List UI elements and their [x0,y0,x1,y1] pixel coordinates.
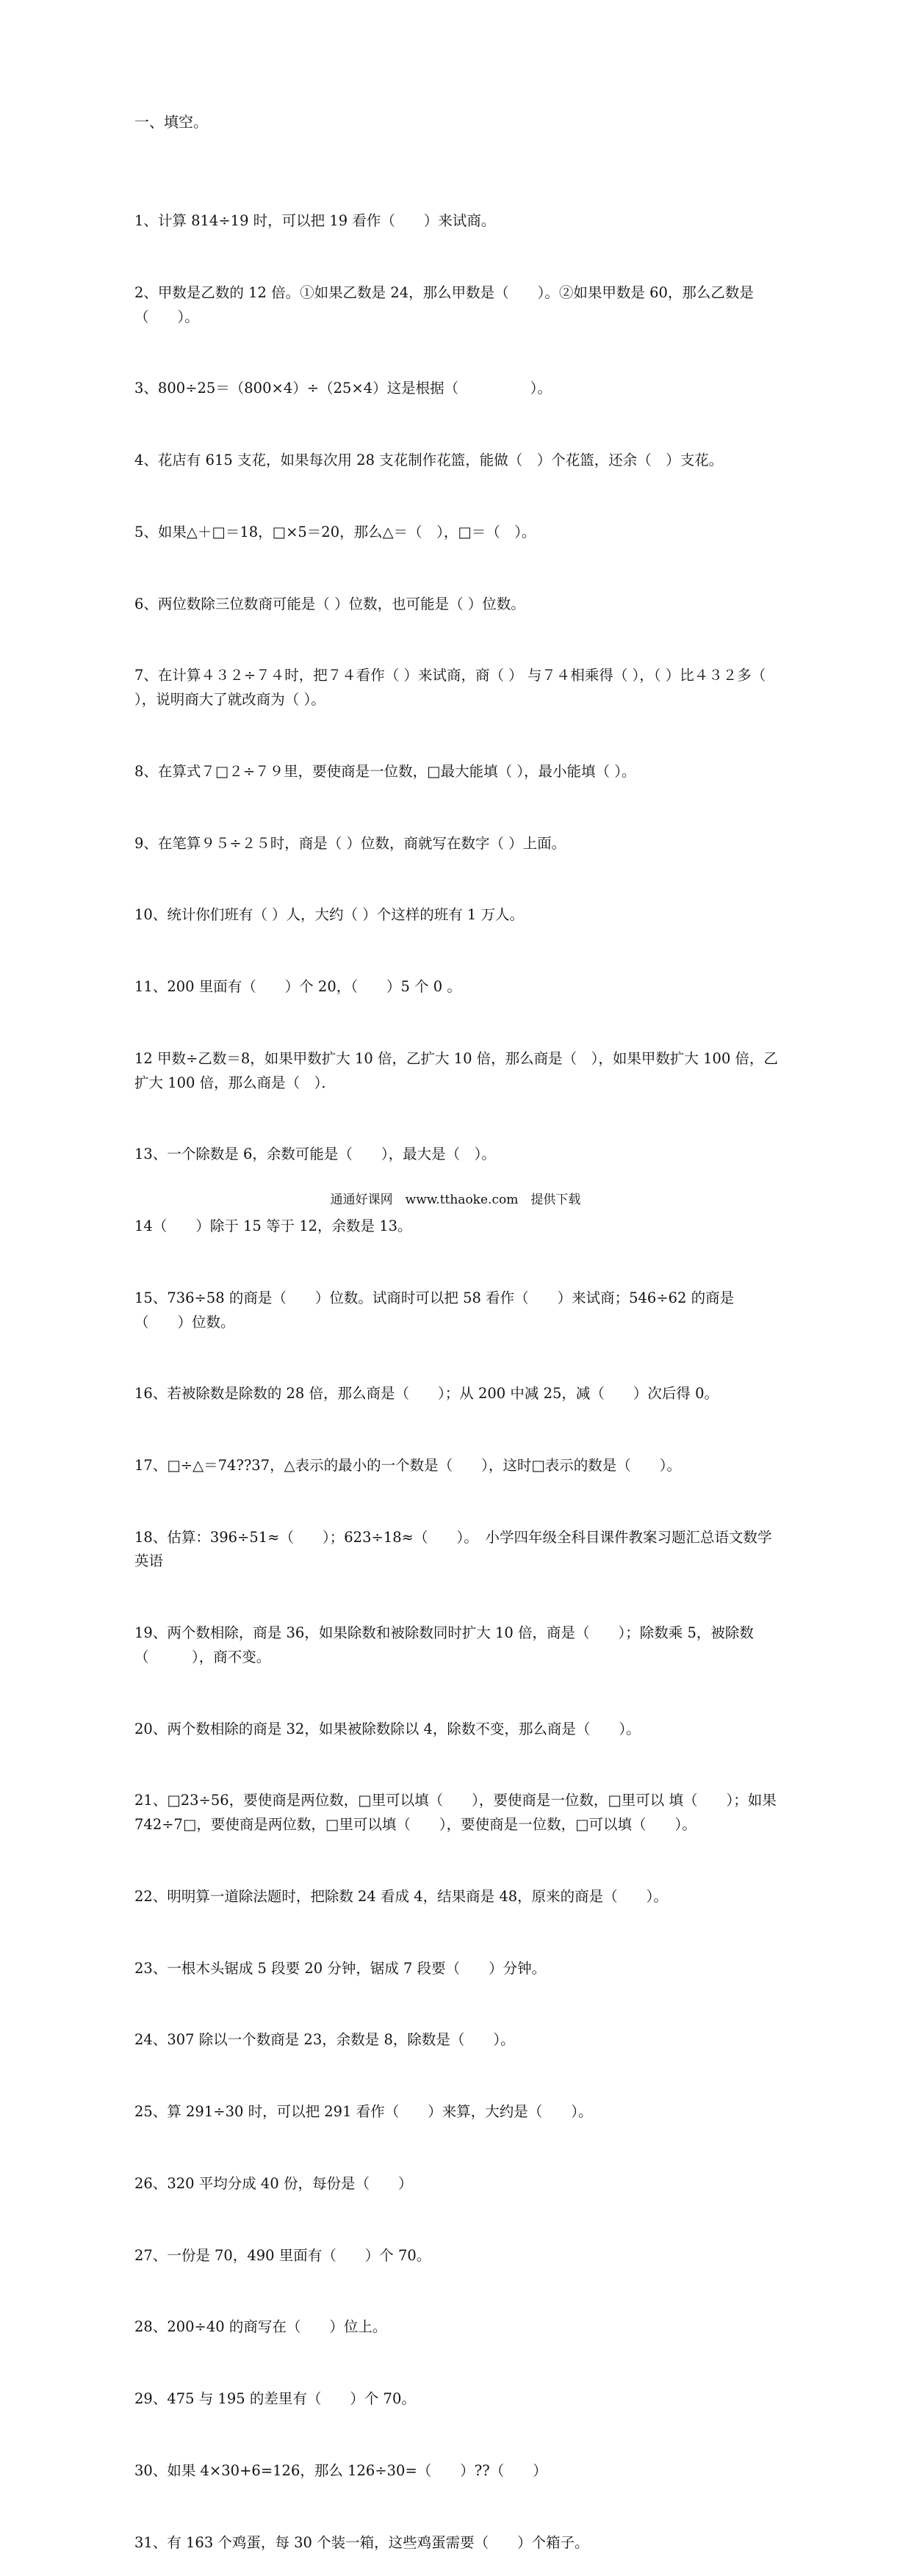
question-item: 9、在笔算９５÷２５时，商是（ ）位数，商就写在数字（ ）上面。 [134,834,566,852]
question-item: 6、两位数除三位数商可能是（ ）位数，也可能是（ ）位数。 [134,595,525,612]
question-item: 16、若被除数是除数的 28 倍，那么商是（ ）；从 200 中减 25，减（ ）次后得 0。 [134,1385,719,1403]
question-item: 30、如果 4×30+6=126，那么 126÷30=（ ）??（ ） [134,2462,547,2479]
question-item: 20、两个数相除的商是 32，如果被除数除以 4，除数不变，那么商是（ ）。 [134,1720,641,1737]
question-item: 1、计算 814÷19 时，可以把 19 看作（ ）来试商。 [134,212,496,230]
question-item: 19、两个数相除，商是 36，如果除数和被除数同时扩大 10 倍，商是（ ）；除数乘 5，被除数（ ），商不变。 [134,1624,754,1665]
question-item: 10、统计你们班有（ ）人，大约（ ）个这样的班有 1 万人。 [134,906,525,924]
question-item: 17、□÷△＝74??37，△表示的最小的一个数是（ ），这时□表示的数是（ ）。 [134,1457,682,1475]
question-item: 13、一个除数是 6，余数可能是（ ），最大是（ ）。 [134,1146,496,1163]
section-heading: 一、填空。 [134,113,208,131]
question-item: 11、200 里面有（ ）个 20，（ ）5 个 0 。 [134,978,461,996]
question-item: 26、320 平均分成 40 份，每份是（ ） [134,2174,413,2192]
question-list [134,162,781,2576]
question-item: 5、如果△＋□＝18，□×5＝20，那么△＝（ ），□＝（ ）。 [134,523,536,540]
question-item: 21、□23÷56，要使商是两位数，□里可以填（ ），要使商是一位数，□里可以 填（ ）；如果 742÷7□，要使商是两位数，□里可以填（ ），要使商是一位数，□可以填（ ）。 [134,1792,781,1833]
question-item: 12 甲数÷乙数＝8，如果甲数扩大 10 倍，乙扩大 10 倍，那么商是（ ），如果甲数扩大 100 倍，乙扩大 100 倍，那么商是（ ）． [134,1049,779,1091]
question-item: 29、475 与 195 的差里有（ ）个 70。 [134,2390,416,2408]
question-item: 18、估算：396÷51≈（ ）；623÷18≈（ ）。 小学四年级全科目课件教案习题汇总语文数学英语 [134,1528,772,1570]
question-item: 14（ ）除于 15 等于 12，余数是 13。 [134,1218,412,1235]
question-item: 7、在计算４３２÷７４时，把７４看作（ ）来试商，商（ ） 与７４相乘得（ ），（ ）比４３２多（ ），说明商大了就改商为（ ）。 [134,667,771,709]
question-item: 4、花店有 615 支花，如果每次用 28 支花制作花篮，能做（ ）个花篮，还余（ ）支花。 [134,452,724,469]
question-item: 27、一份是 70，490 里面有（ ）个 70。 [134,2246,431,2264]
question-item: 2、甲数是乙数的 12 倍。①如果乙数是 24，那么甲数是（ ）。②如果甲数是 60，那么乙数是（ ）。 [134,283,754,325]
question-item: 3、800÷25＝（800×4）÷（25×4）这是根据（ ）。 [134,380,552,397]
question-item: 25、算 291÷30 时，可以把 291 看作（ ）来算，大约是（ ）。 [134,2103,593,2121]
question-item: 31、有 163 个鸡蛋，每 30 个装一箱，这些鸡蛋需要（ ）个箱子。 [134,2533,589,2551]
question-item: 22、明明算一道除法题时，把除数 24 看成 4，结果商是 48，原来的商是（ ）。 [134,1887,668,1905]
question-item: 23、一根木头锯成 5 段要 20 分钟，锯成 7 段要（ ）分钟。 [134,1959,547,1977]
question-item: 8、在算式７□２÷７９里，要使商是一位数，□最大能填（ ），最小能填（ ）。 [134,762,636,780]
question-item: 15、736÷58 的商是（ ）位数。试商时可以把 58 看作（ ）来试商；546÷62 的商是（ ）位数。 [134,1289,735,1331]
page-footer: 通通好课网 www.tthaoke.com 提供下载 [330,1193,581,1207]
question-item: 24、307 除以一个数商是 23，余数是 8，除数是（ ）。 [134,2031,515,2049]
question-item: 28、200÷40 的商写在（ ）位上。 [134,2318,387,2336]
